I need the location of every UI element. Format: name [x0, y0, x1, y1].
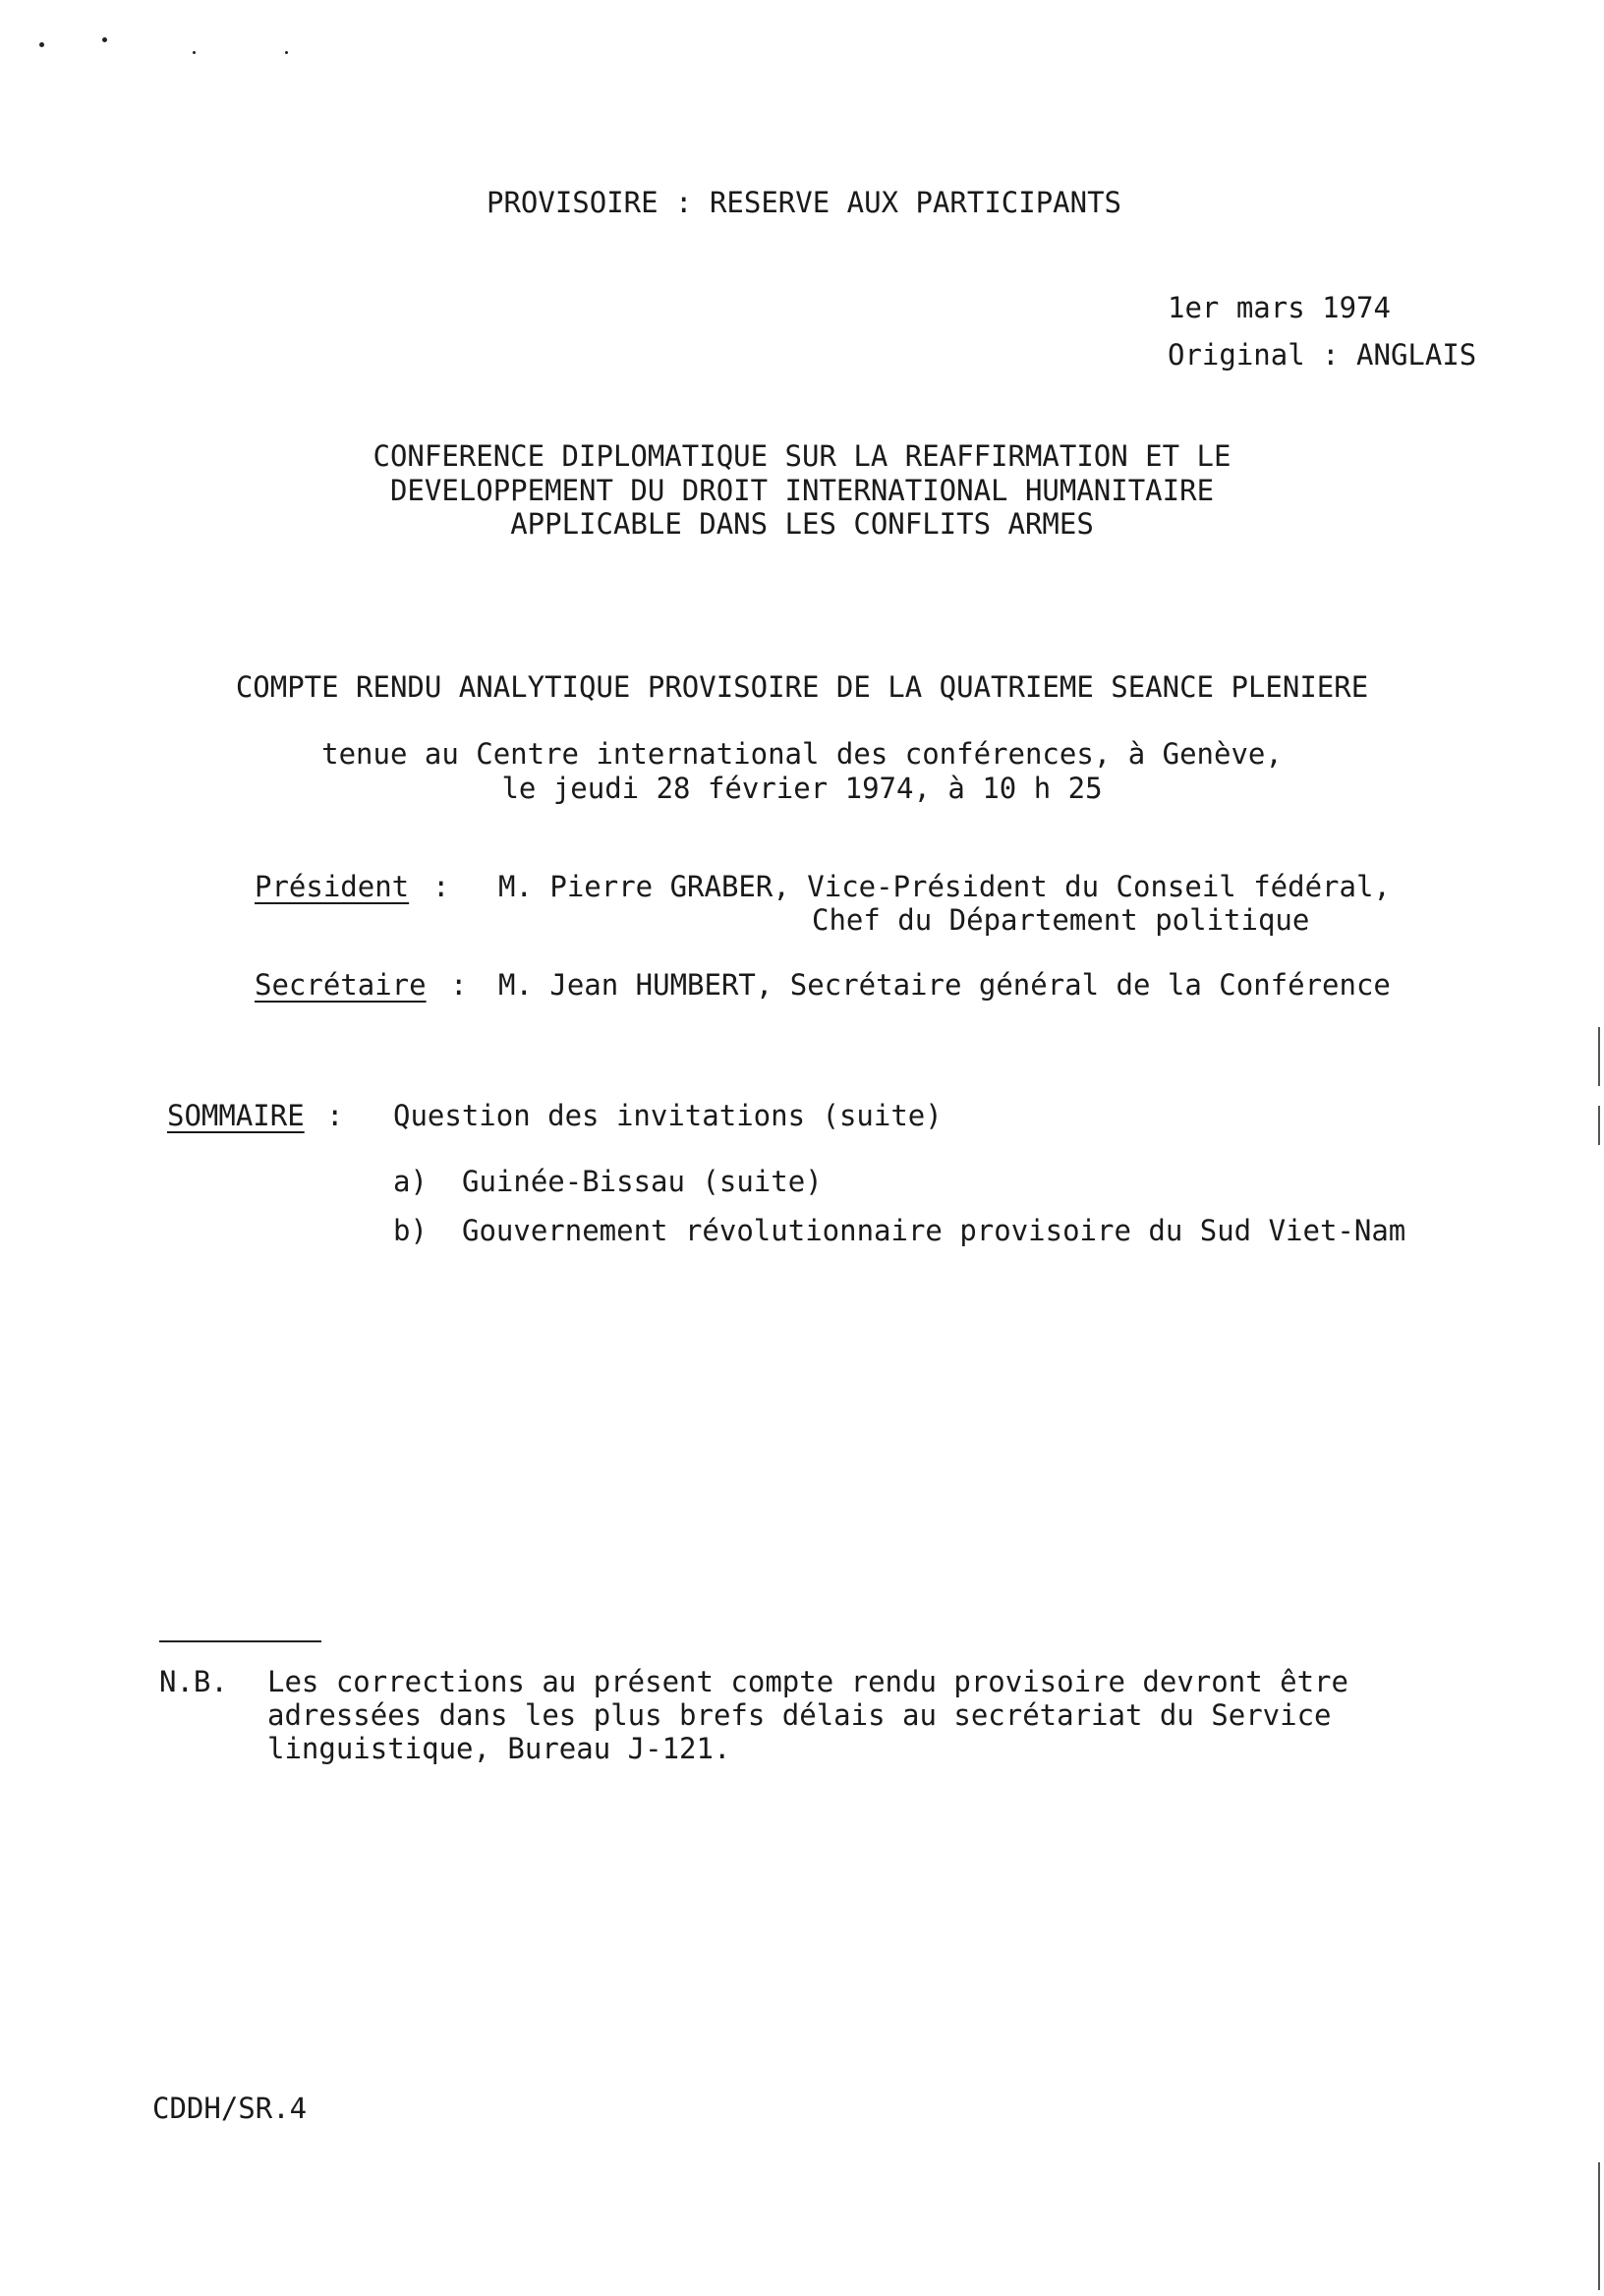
conference-title-line: APPLICABLE DANS LES CONFLITS ARMES — [510, 507, 1094, 541]
original-language: Original : ANGLAIS — [1168, 338, 1477, 372]
president-name: M. Pierre GRABER, Vice-Président du Conseil fédéral, — [498, 870, 1391, 903]
scan-edge-mark — [1598, 1106, 1600, 1145]
footnote-line: Les corrections au présent compte rendu provisoire devront être — [267, 1665, 1348, 1698]
president-separator: : — [432, 870, 450, 903]
footnote-rule — [159, 1640, 321, 1642]
summary-item-marker: b) — [393, 1214, 428, 1247]
conference-title-line: DEVELOPPEMENT DU DROIT INTERNATIONAL HUMANITAIRE — [389, 474, 1215, 507]
footnote-line: linguistique, Bureau J-121. — [267, 1732, 731, 1765]
president-title: Chef du Département politique — [812, 903, 1310, 937]
secretary-name: M. Jean HUMBERT, Secrétaire général de la Conférence — [498, 968, 1391, 1002]
report-title: COMPTE RENDU ANALYTIQUE PROVISOIRE DE LA QUATRIEME SEANCE PLENIERE — [235, 670, 1369, 704]
summary-item: Guinée-Bissau (suite) — [462, 1165, 823, 1198]
document-symbol: CDDH/SR.4 — [152, 2092, 308, 2125]
scan-edge-mark — [1598, 2162, 1600, 2290]
summary-item-marker: a) — [393, 1165, 428, 1198]
venue-line: tenue au Centre international des conférences, à Genève, — [321, 737, 1283, 771]
scan-edge-mark — [1598, 1027, 1600, 1086]
summary-heading: Question des invitations (suite) — [393, 1099, 943, 1132]
summary-separator: : — [326, 1099, 344, 1132]
document-date: 1er mars 1974 — [1168, 291, 1391, 324]
footnote-line: adressées dans les plus brefs délais au secrétariat du Service — [267, 1698, 1332, 1732]
secretary-label: Secrétaire — [255, 968, 427, 1002]
secretary-separator: : — [450, 968, 468, 1002]
footnote-marker: N.B. — [159, 1665, 228, 1698]
venue-line: le jeudi 28 février 1974, à 10 h 25 — [501, 772, 1103, 805]
conference-title-line: CONFERENCE DIPLOMATIQUE SUR LA REAFFIRMATION ET LE — [372, 439, 1232, 473]
summary-label: SOMMAIRE — [167, 1099, 305, 1132]
summary-item: Gouvernement révolutionnaire provisoire du Sud Viet-Nam — [462, 1214, 1406, 1247]
classification-banner: PROVISOIRE : RESERVE AUX PARTICIPANTS — [487, 186, 1122, 219]
president-label: Président — [255, 870, 410, 903]
